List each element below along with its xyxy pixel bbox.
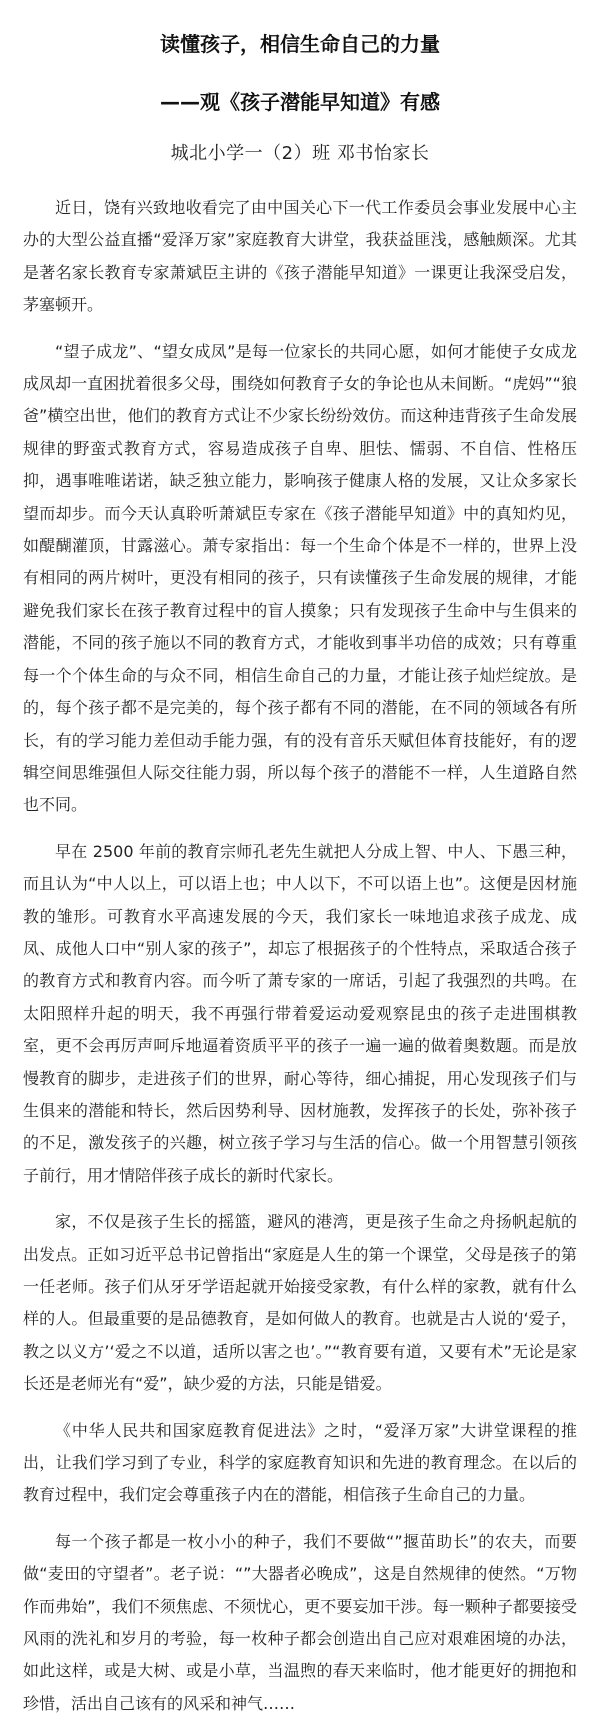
paragraph-law: 《中华人民共和国家庭教育促进法》之时，“爱泽万家”大讲堂课程的推出，让我们学习到了专业，科学的家庭教育知识和先进的教育理念。在以后的教育过程中，我们定会尊重孩子内在的潜能，相信孩子生命自己的力量。 [23, 1420, 577, 1505]
paragraph-seeds: 每一个孩子都是一枚小小的种子，我们不要做“”揠苗助长”的农夫，而要做“麦田的守望者”。老子说：“”大器者必晚成”，这是自然规律的使然。“万物作而弗始”，我们不须焦虑、不须忧心，更不要妄加干涉。每一颗种子都要接受风雨的洗礼和岁月的考验，每一枚种子都会创造出自己应对艰难困境的办法，如此这样，或是大树、或是小草，当温煦的春天来临时，他才能更好的拥抱和珍惜，活出自己该有的风采和神气…… [23, 1531, 577, 1713]
article-title: 读懂孩子，相信生命自己的力量 [160, 32, 440, 56]
article-author: 城北小学一（2）班 邓书怡家长 [170, 143, 430, 164]
paragraph-intro: 近日，饶有兴致地收看完了由中国关心下一代工作委员会事业发展中心主办的大型公益直播“爱泽万家”家庭教育大讲堂，我获益匪浅，感触颇深。尤其是著名家长教育专家萧斌臣主讲的《孩子潜能早知道》一课更让我深受启发，茅塞顿开。 [23, 198, 577, 315]
article-subtitle: ——观《孩子潜能早知道》有感 [160, 90, 440, 114]
paragraph-parent-expectations: “望子成龙”、“望女成凤”是每一位家长的共同心愿，如何才能使子女成龙成凤却一直困扰着很多父母，围绕如何教育子女的争论也从未间断。“虎妈”“狼爸”横空出世，他们的教育方式让不少家长纷纷效仿。而这种违背孩子生命发展规律的野蛮式教育方式，容易造成孩子自卑、胆怯、懦弱、不自信、性格压抑，遇事唯唯诺诺，缺乏独立能力，影响孩子健康人格的发展，又让众多家长望而却步。而今天认真聆听萧斌臣专家在《孩子潜能早知道》中的真知灼见，如醍醐灌顶，甘露滋心。萧专家指出：每一个生命个体是不一样的，世界上没有相同的两片树叶，更没有相同的孩子，只有读懂孩子生命发展的规律，才能避免我们家长在孩子教育过程中的盲人摸象；只有发现孩子生命中与生俱来的潜能，不同的孩子施以不同的教育方式，才能收到事半功倍的成效；只有尊重每一个个体生命的与众不同，相信生命自己的力量，才能让孩子灿烂绽放。是的，每个孩子都不是完美的，每个孩子都有不同的潜能，在不同的领域各有所长，有的学习能力差但动手能力强，有的没有音乐天赋但体育技能好，有的逻辑空间思维强但人际交往能力弱，所以每个孩子的潜能不一样，人生道路自然也不同。 [23, 341, 577, 815]
article-body [23, 192, 577, 1720]
paragraph-confucius: 早在 2500 年前的教育宗师孔老先生就把人分成上智、中人、下愚三种，而且认为“中人以上，可以语上也；中人以下，不可以语上也”。这便是因材施教的雏形。可教育水平高速发展的今天，我们家长一味地追求孩子成龙、成凤、成他人口中“别人家的孩子”，却忘了根据孩子的个性特点，采取适合孩子的教育方式和教育内容。而今听了萧专家的一席话，引起了我强烈的共鸣。在太阳照样升起的明天，我不再强行带着爱运动爱观察昆虫的孩子走进围棋教室，更不会再厉声呵斥地逼着资质平平的孩子一遍一遍的做着奥数题。而是放慢教育的脚步，走进孩子们的世界，耐心等待，细心捕捉，用心发现孩子们与生俱来的潜能和特长，然后因势利导、因材施教，发挥孩子的长处，弥补孩子的不足，激发孩子的兴趣，树立孩子学习与生活的信心。做一个用智慧引领孩子前行，用才情陪伴孩子成长的新时代家长。 [23, 841, 577, 1185]
paragraph-family: 家，不仅是孩子生长的摇篮，避风的港湾，更是孩子生命之舟扬帆起航的出发点。正如习近平总书记曾指出“家庭是人生的第一个课堂，父母是孩子的第一任老师。孩子们从牙牙学语起就开始接受家教，有什么样的家教，就有什么样的人。但最重要的是品德教育，是如何做人的教育。也就是古人说的‘爱子，教之以义方’‘爱之不以道，适所以害之也’。”“教育要有道，又要有术”无论是家长还是老师光有“爱”，缺少爱的方法，只能是错爱。 [23, 1212, 577, 1394]
